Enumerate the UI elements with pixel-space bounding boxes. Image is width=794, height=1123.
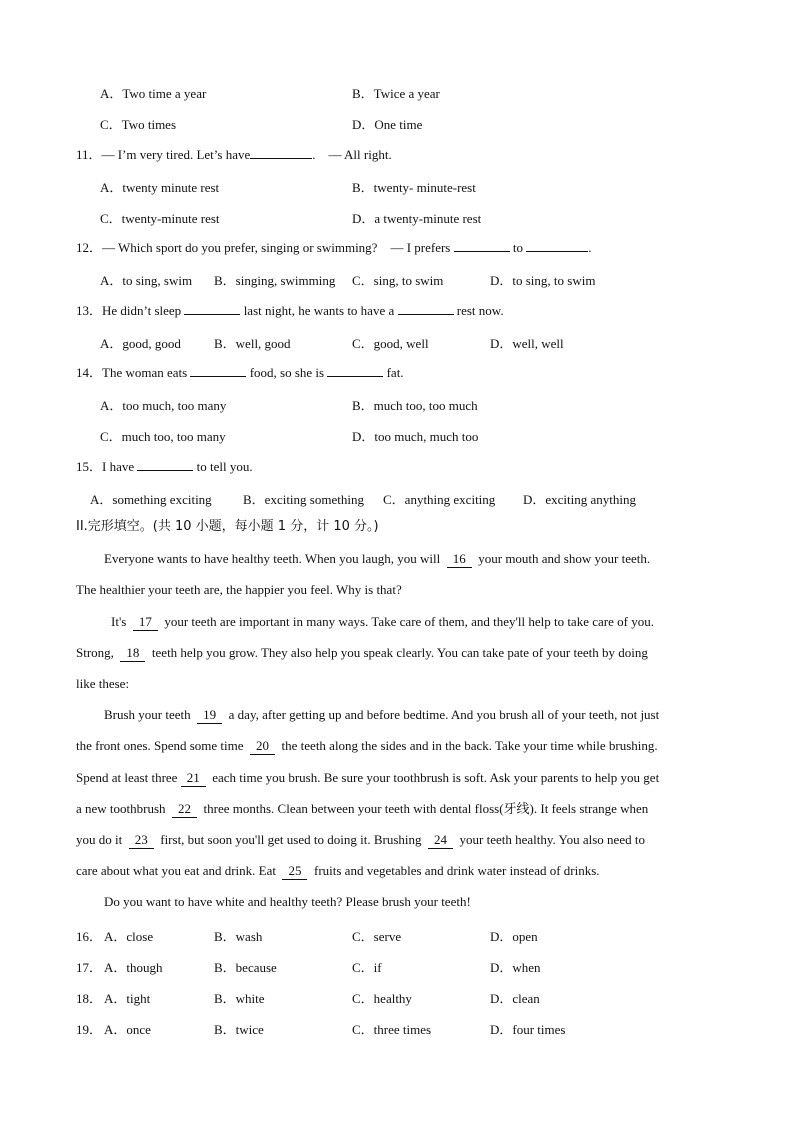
q16-option-a: A．close (104, 929, 154, 944)
answer-blank (327, 364, 383, 377)
blank-24: 24 (428, 832, 453, 849)
blank-22: 22 (172, 801, 197, 818)
blank-20: 20 (250, 738, 275, 755)
q15-option-a: A．something exciting (90, 492, 212, 507)
q13-option-c: C．good, well (352, 336, 429, 351)
q11-option-a: A．twenty minute rest (100, 180, 220, 195)
q19-option-a: A．once (104, 1022, 151, 1037)
passage-line: care about what you eat and drink. Eat 25 fruits and vegetables and drink water instead of drinks. (76, 863, 600, 878)
q18-option-d: D．clean (490, 991, 540, 1006)
q16-option-c: C．serve (352, 929, 402, 944)
q17-option-a: A．though (104, 960, 163, 975)
blank-19: 19 (197, 707, 222, 724)
q14-option-d: D．too much, much too (352, 429, 479, 444)
q11-option-c: C．twenty-minute rest (100, 211, 220, 226)
blank-21: 21 (181, 770, 206, 787)
q13-option-d: D．well, well (490, 336, 564, 351)
answer-blank (184, 302, 240, 315)
q16-number: 16． (76, 929, 103, 944)
q12-option-b: B．singing, swimming (214, 273, 336, 288)
blank-16: 16 (447, 551, 472, 568)
q11-option-d: D．a twenty-minute rest (352, 211, 482, 226)
blank-23: 23 (129, 832, 154, 849)
passage-line: the front ones. Spend some time 20 the teeth along the sides and in the back. Take your time while brushing. (76, 738, 658, 753)
blank-25: 25 (282, 863, 307, 880)
q15-stem: 15．I have to tell you. (76, 459, 253, 474)
blank-17: 17 (133, 614, 158, 631)
q19-option-b: B．twice (214, 1022, 264, 1037)
q14-option-b: B．much too, too much (352, 398, 478, 413)
q12-option-a: A．to sing, swim (100, 273, 193, 288)
q19-option-c: C．three times (352, 1022, 432, 1037)
q10-option-c: C．Two times (100, 117, 177, 132)
passage-line: The healthier your teeth are, the happier you feel. Why is that? (76, 582, 402, 597)
answer-blank (398, 302, 454, 315)
q17-number: 17． (76, 960, 103, 975)
q15-option-d: D．exciting anything (523, 492, 637, 507)
q18-option-c: C．healthy (352, 991, 412, 1006)
section-heading: II.完形填空。(共 10 小题，每小题 1 分，计 10 分。) (76, 519, 379, 534)
q16-option-d: D．open (490, 929, 538, 944)
q11-stem: 11．— I’m very tired. Let’s have . — All right. (76, 147, 392, 162)
q14-option-a: A．too much, too many (100, 398, 227, 413)
answer-blank (137, 458, 193, 471)
q12-stem: 12．— Which sport do you prefer, singing or swimming? — I prefers to . (76, 240, 592, 255)
blank-18: 18 (120, 645, 145, 662)
passage-line: Do you want to have white and healthy teeth? Please brush your teeth! (104, 894, 471, 909)
passage-line: Strong, 18 teeth help you grow. They also help you speak clearly. You can take pate of your teeth by doing (76, 645, 648, 660)
q13-option-b: B．well, good (214, 336, 291, 351)
q15-option-b: B．exciting something (243, 492, 364, 507)
q14-stem: 14．The woman eats food, so she is fat. (76, 365, 404, 380)
q17-option-d: D．when (490, 960, 541, 975)
passage-line: Spend at least three 21 each time you brush. Be sure your toothbrush is soft. Ask your parents to help you get (76, 770, 660, 785)
q17-option-c: C．if (352, 960, 382, 975)
q19-option-d: D．four times (490, 1022, 566, 1037)
q11-option-b: B．twenty- minute-rest (352, 180, 476, 195)
answer-blank (454, 239, 510, 252)
q13-stem: 13．He didn’t sleep last night, he wants to have a rest now. (76, 303, 504, 318)
q12-option-d: D．to sing, to swim (490, 273, 596, 288)
q10-option-a: A．Two time a year (100, 86, 207, 101)
passage-line: a new toothbrush 22 three months. Clean between your teeth with dental floss(牙线). It feels strange when (76, 801, 649, 816)
q19-number: 19． (76, 1022, 103, 1037)
answer-blank (526, 239, 588, 252)
answer-blank (190, 364, 246, 377)
q10-option-b: B．Twice a year (352, 86, 440, 101)
q12-option-c: C．sing, to swim (352, 273, 444, 288)
q18-number: 18． (76, 991, 103, 1006)
q10-option-d: D．One time (352, 117, 423, 132)
q13-option-a: A．good, good (100, 336, 181, 351)
q17-option-b: B．because (214, 960, 277, 975)
q18-option-a: A．tight (104, 991, 151, 1006)
q18-option-b: B．white (214, 991, 265, 1006)
q14-option-c: C．much too, too many (100, 429, 226, 444)
answer-blank (250, 146, 312, 159)
passage-line: Brush your teeth 19 a day, after getting up and before bedtime. And you brush all of your teeth, not just (104, 707, 660, 722)
passage-line: It's 17 your teeth are important in many ways. Take care of them, and they'll help to take care of you. (111, 614, 654, 629)
passage-line: like these: (76, 676, 130, 691)
q16-option-b: B．wash (214, 929, 263, 944)
passage-line: you do it 23 first, but soon you'll get used to doing it. Brushing 24 your teeth healthy. You also need to (76, 832, 645, 847)
passage-line: Everyone wants to have healthy teeth. When you laugh, you will 16 your mouth and show your teeth. (104, 551, 651, 566)
q15-option-c: C．anything exciting (383, 492, 496, 507)
